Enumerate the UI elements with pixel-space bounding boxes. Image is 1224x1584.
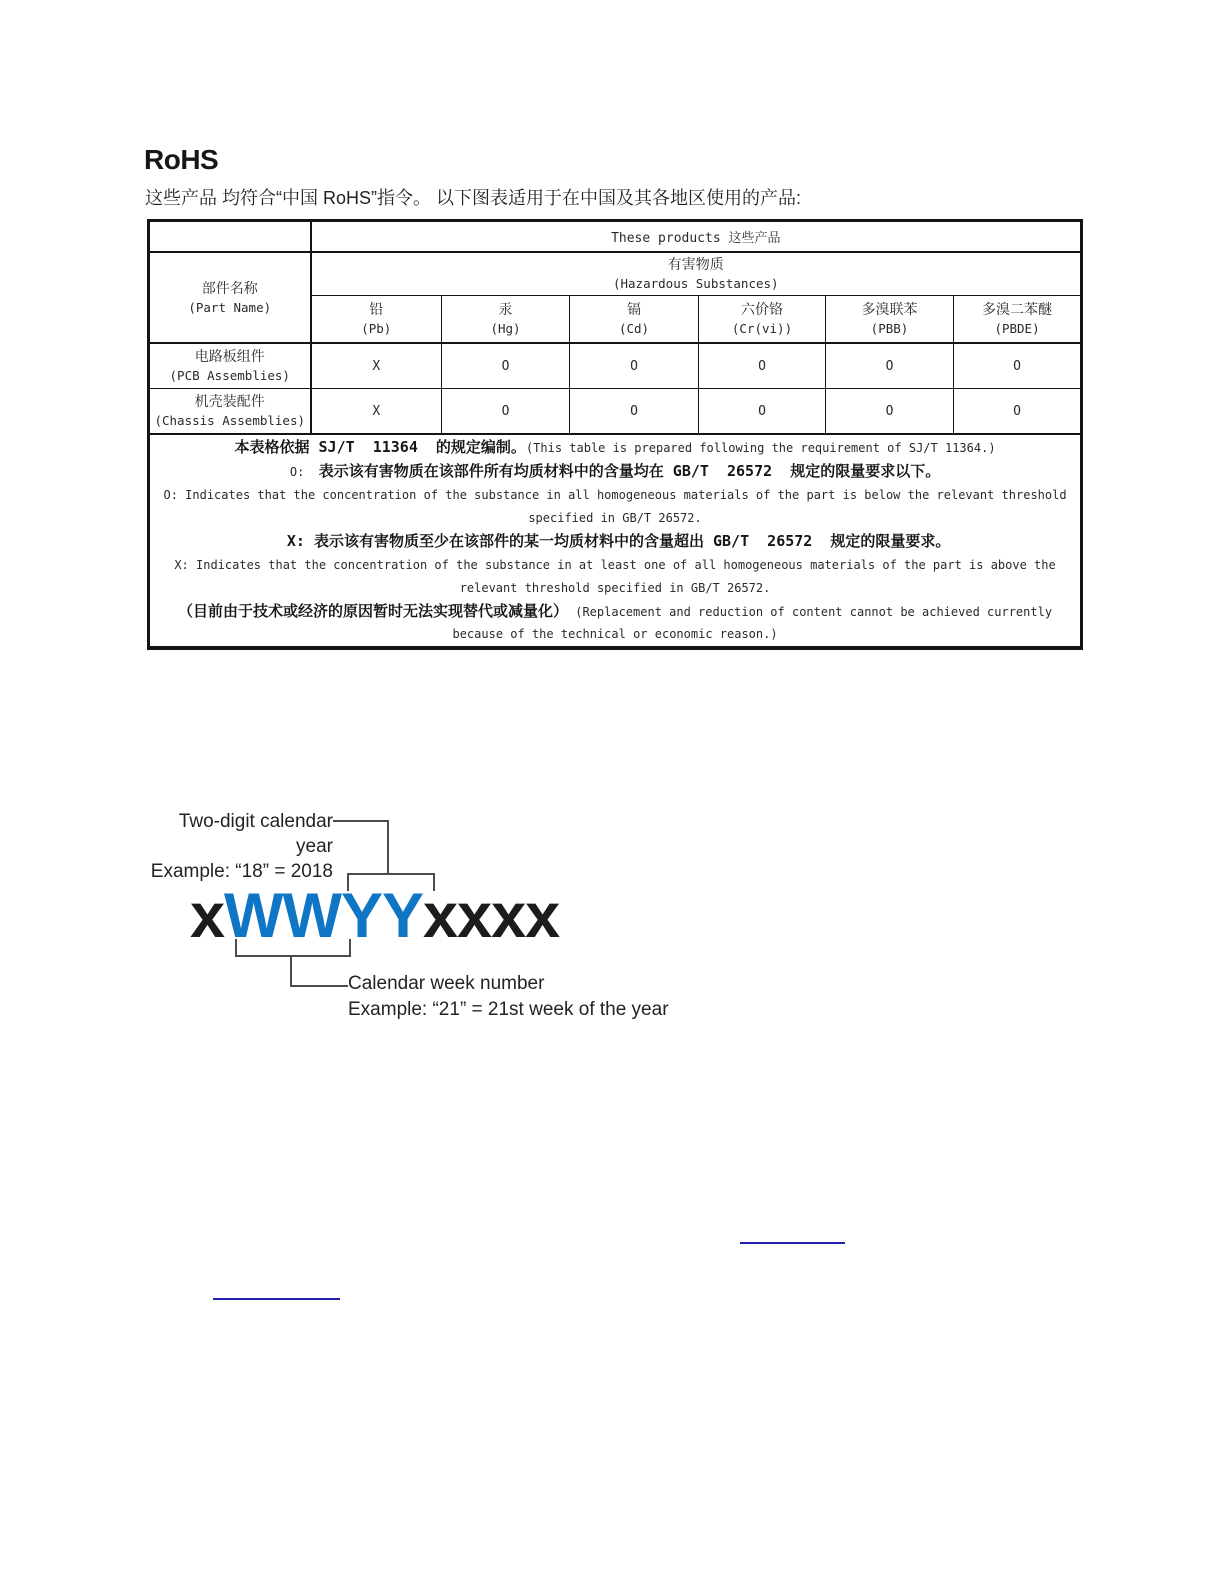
substance-header-hg [442,296,570,344]
part-name-en: (Part Name) [188,299,272,315]
year-code-label [140,809,333,884]
value-cell: O [954,389,1082,435]
part-name-header [149,252,311,343]
value-cell: O [954,343,1082,389]
table-row-these-products [149,221,1082,253]
substance-header-cd [570,296,699,344]
substance-en: (Hg) [490,321,521,336]
hyperlink-underline-1[interactable] [740,1239,845,1244]
substance-header-pbb [826,296,954,344]
hazardous-en: (Hazardous Substances) [612,276,779,291]
week-code-label [348,971,768,1023]
note-text: O: Indicates that the concentration of the substance in all homogeneous materials of the part is below the relevant threshold specified in GB/T 26572. [163,488,1074,525]
part-name-zh: 部件名称 [201,280,258,297]
date-code-suffix: xxxx [423,881,560,951]
intro-text: 这些产品 均符合“中国 RoHS”指令。 以下图表适用于在中国及其各地区使用的产品: [145,188,802,208]
value-cell: O [826,343,954,389]
week-code-label-line1: Calendar week number [348,973,545,994]
substance-zh: 多溴联苯 [861,302,918,318]
part-zh: 电路板组件 [194,349,265,365]
substance-header-pb [311,296,442,344]
substance-header-crvi [699,296,826,344]
table-row-chassis-assemblies [149,389,1082,435]
note-line-3 [150,484,1080,529]
substance-en: (Pb) [361,321,392,336]
substance-en: (PBB) [870,321,909,336]
value-cell: O [570,389,699,435]
rohs-substances-table [147,219,1083,650]
substance-header-pbde [954,296,1082,344]
year-code-label-line2: Example: “18” = 2018 [150,861,333,882]
note-text-bold: 表示该有害物质在该部件所有均质材料中的含量均在 GB/T 26572 规定的限量要求以下。 [318,462,941,480]
note-text [280,535,287,549]
substance-zh: 汞 [498,302,513,318]
hazardous-substances-header [311,252,1082,296]
substance-zh: 多溴二苯醚 [982,302,1053,318]
table-notes-cell [149,434,1082,648]
substance-zh: 铅 [369,302,384,318]
note-line-1 [150,436,1080,459]
value-cell: X [311,389,442,435]
note-text: (This table is prepared following the requirement of SJ/T 11364.) [525,441,996,455]
these-products-header: These products 这些产品 [311,221,1082,253]
substance-en: (Cd) [618,321,650,336]
week-connector-horizontal-line [290,985,348,987]
week-code-label-line2: Example: “21” = 21st week of the year [348,999,669,1020]
substance-en: (PBDE) [994,321,1040,336]
value-cell: O [442,343,570,389]
part-en: (Chassis Assemblies) [154,413,305,428]
empty-corner-cell [149,221,311,253]
substance-zh: 六价铬 [741,302,783,318]
note-text-bold: （目前由于技术或经济的原因暂时无法实现替代或减量化） [177,602,568,620]
value-cell: X [311,343,442,389]
hazardous-zh: 有害物质 [667,257,724,273]
year-connector-vertical-line [387,820,389,875]
table-row-pcb-assemblies [149,343,1082,389]
note-line-6 [150,600,1080,645]
part-zh: 机壳装配件 [194,394,265,410]
table-row-hazardous-header [149,252,1082,296]
part-cell-pcb [149,343,311,389]
note-text: O: [289,465,319,479]
value-cell: O [699,343,826,389]
note-line-4 [150,530,1080,553]
date-code-highlight: WWYY [224,881,424,951]
value-cell: O [442,389,570,435]
note-line-2 [150,460,1080,483]
value-cell: O [570,343,699,389]
part-cell-chassis [149,389,311,435]
part-en: (PCB Assemblies) [169,368,290,383]
week-connector-vertical-line [290,955,292,987]
note-line-5 [150,554,1080,599]
year-code-label-line1: Two-digit calendar year [178,811,333,857]
note-text-bold: X: 表示该有害物质至少在该部件的某一均质材料中的含量超出 GB/T 26572 规定的限量要求。 [286,532,951,550]
note-text: (Replacement and reduction of content cannot be achieved currently because of the technical or economic reason.) [452,605,1060,641]
value-cell: O [826,389,954,435]
hyperlink-underline-2[interactable] [213,1295,340,1300]
table-row-notes [149,434,1082,648]
date-code-prefix: x [190,881,225,951]
year-connector-horizontal-line [333,820,389,822]
substance-en: (Cr(vi)) [731,321,793,336]
note-text: X: Indicates that the concentration of the substance in at least one of all homogeneous materials of the part is above the relevant threshold specified in GB/T 26572. [174,558,1063,595]
value-cell: O [699,389,826,435]
note-text-bold: 本表格依据 SJ/T 11364 的规定编制。 [234,438,526,456]
week-bracket [235,939,351,957]
page-title: RoHS [144,144,219,175]
substance-zh: 镉 [627,302,641,318]
